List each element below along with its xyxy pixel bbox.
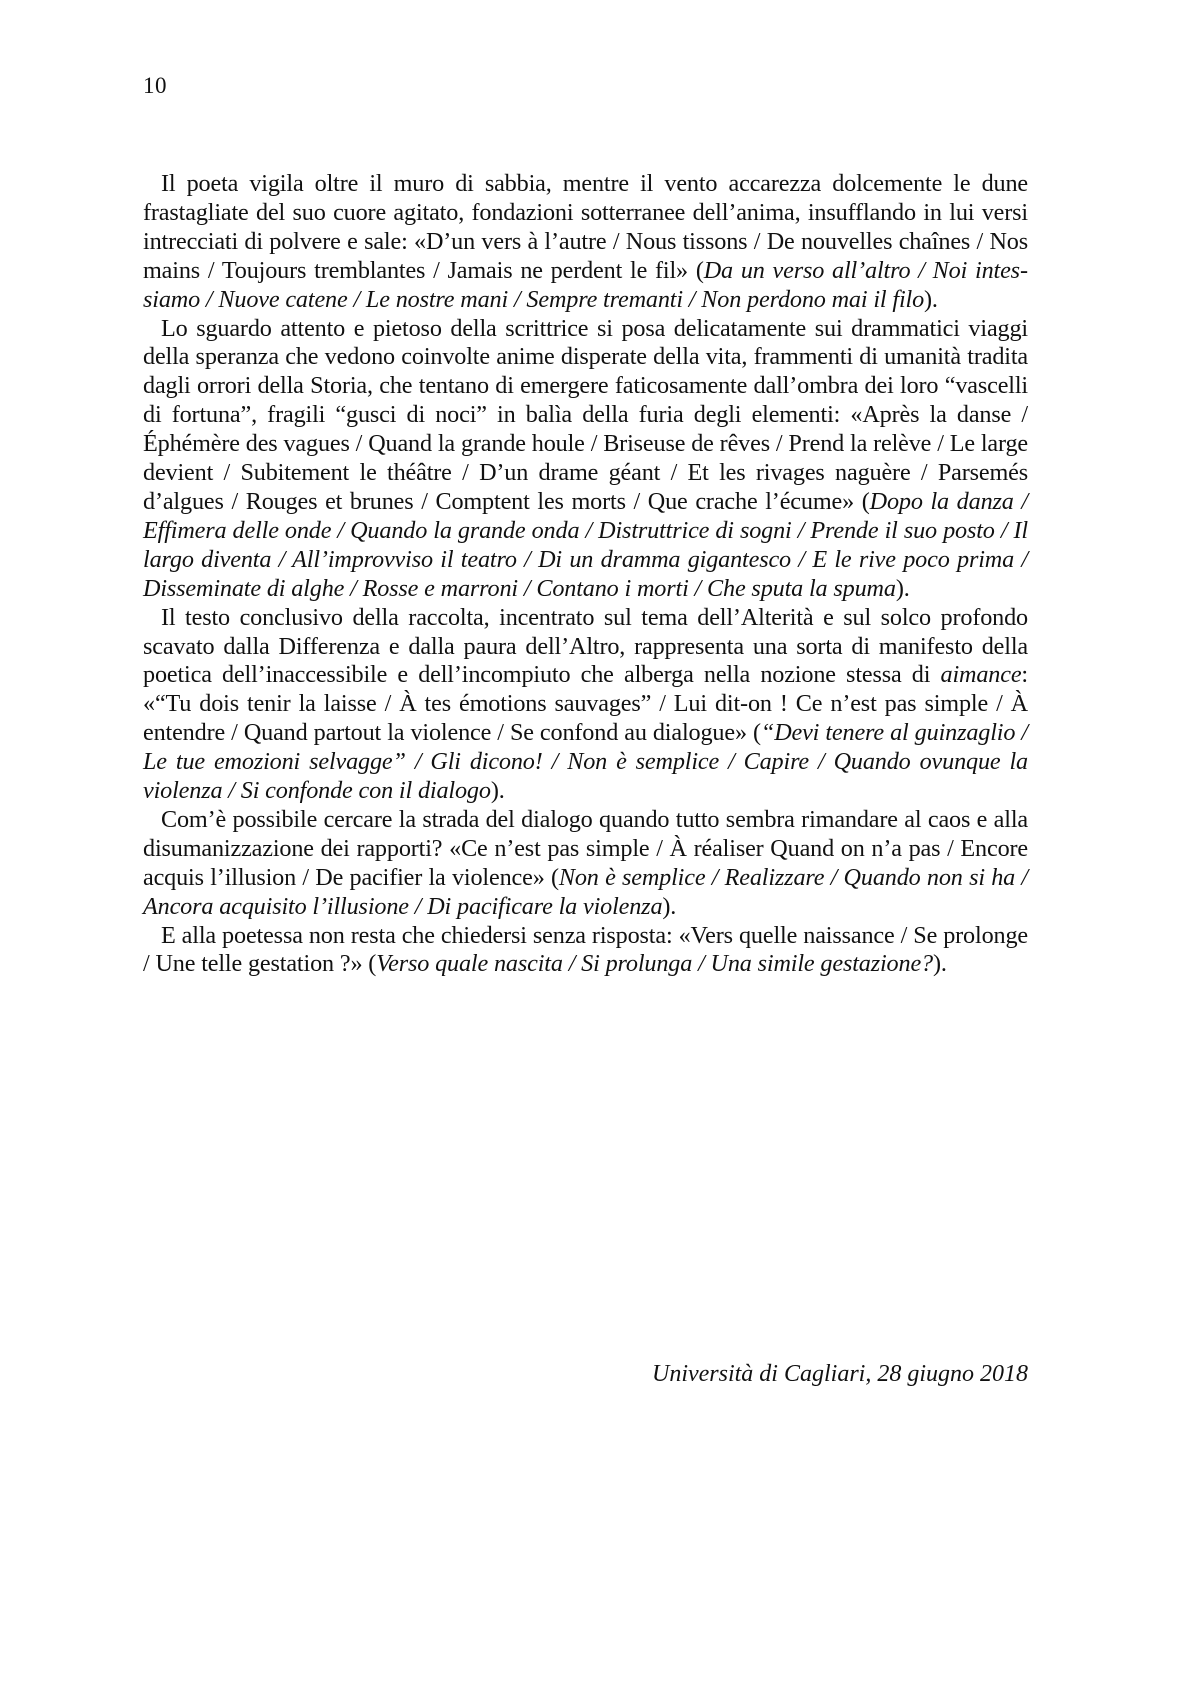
paragraph-text: ). xyxy=(895,574,910,602)
paragraph-text: Il testo conclusivo della raccolta, incentrato sul tema dell’Alterità e sul solco profondo scavato dalla Differenza e dalla paura dell’Altro, rappresenta una sorta di manifesto della poetica dell’inaccessibile e dell’incompiuto che alberga nella nozione stessa di xyxy=(143,603,1028,689)
paragraph-text: Il poeta vigila oltre il muro di sabbia, mentre il vento accarezza dolcemente le dune frastagliate del suo cuore agitato, fondazioni sotterranee dell’anima, insufflando in lui versi intrecciati di polvere e sale: «D’un vers à l’autre / Nous tissons / De nouvelles chaînes / Nos mains / Toujours tremblantes / Jamais ne perdent le fil» ( xyxy=(143,170,1028,284)
italic-term: aimance xyxy=(940,661,1022,689)
paragraph-text: Com’è possibile cercare la strada del dialogo quando tutto sembra rimandare al caos e alla disumanizzazione dei rapporti? «Ce n’est pas simple / À réaliser Quand on n’a pas / Encore acquis l’illusion / De pacifier la violence» ( xyxy=(143,805,1028,891)
italian-translation: Dopo la danza / Effimera delle onde / Quando la grande onda / Distruttrice di sogni / Prende il suo posto / Il largo diventa / All’improvviso il teatro / Di un dramma gigantesco / E le rive poco prima / Disseminate di alghe / Rosse e marroni / Contano i morti / Che sputa la spuma xyxy=(143,487,1028,602)
paragraph-text: E alla poetessa non resta che chiedersi senza risposta: «Vers quelle naissance / Se prolonge / Une telle gestation ?» ( xyxy=(143,921,1028,978)
paragraph xyxy=(143,922,1028,980)
paragraph xyxy=(143,604,1028,806)
paragraph-text: : «“Tu dois tenir la laisse / À tes émotions sauvages” / Lui dit-on ! Ce n’est pas simple / À entendre / Quand partout la violence / Se confond au dialogue» ( xyxy=(143,661,1028,747)
italian-translation: “Devi tenere al guinzaglio / Le tue emozioni selvagge” / Gli dicono! / Non è semplice / Capire / Quando ovunque la violenza / Si confonde con il dialogo xyxy=(143,719,1028,805)
italian-translation: Da un verso all’altro / Noi intessiamo / Nuove catene / Le nostre mani / Sempre tremanti / Non perdono mai il filo xyxy=(143,256,1028,313)
paragraph-text: ). xyxy=(932,950,947,978)
paragraph xyxy=(143,315,1028,604)
paragraph xyxy=(143,170,1028,315)
paragraph-text: ). xyxy=(662,892,677,920)
paragraph-text: Lo sguardo attento e pietoso della scrittrice si posa delicatamente sui drammatici viaggi della speranza che vedono coinvolte anime disperate della vita, frammenti di umanità tradita dagli orrori della Storia, che tentano di emergere faticosamente dall’ombra dei loro “vascelli di fortuna”, fragili “gusci di noci” in balìa della furia degli elementi: «Après la danse / Éphémère des vagues / Quand la grande houle / Briseuse de rêves / Prend la relève / Le large devient / Subitement le théâtre / D’un drame géant / Et les rivages naguère / Parsemés d’algues / Rouges et brunes / Comptent les morts / Que crache l’écume» ( xyxy=(143,314,1028,515)
italian-translation: Verso quale nascita / Si prolunga / Una simile gestazione? xyxy=(376,950,933,978)
paragraph xyxy=(143,806,1028,922)
signature-place-date: Università di Cagliari, 28 giugno 2018 xyxy=(651,1361,1028,1387)
paragraph-text: ). xyxy=(490,777,505,805)
page-number: 10 xyxy=(143,73,167,98)
body-text xyxy=(143,170,1028,979)
paragraph-text: ). xyxy=(924,285,938,313)
italian-translation: Non è semplice / Realizzare / Quando non si ha / Ancora acquisito l’illusione / Di pacificare la violenza xyxy=(143,863,1029,920)
